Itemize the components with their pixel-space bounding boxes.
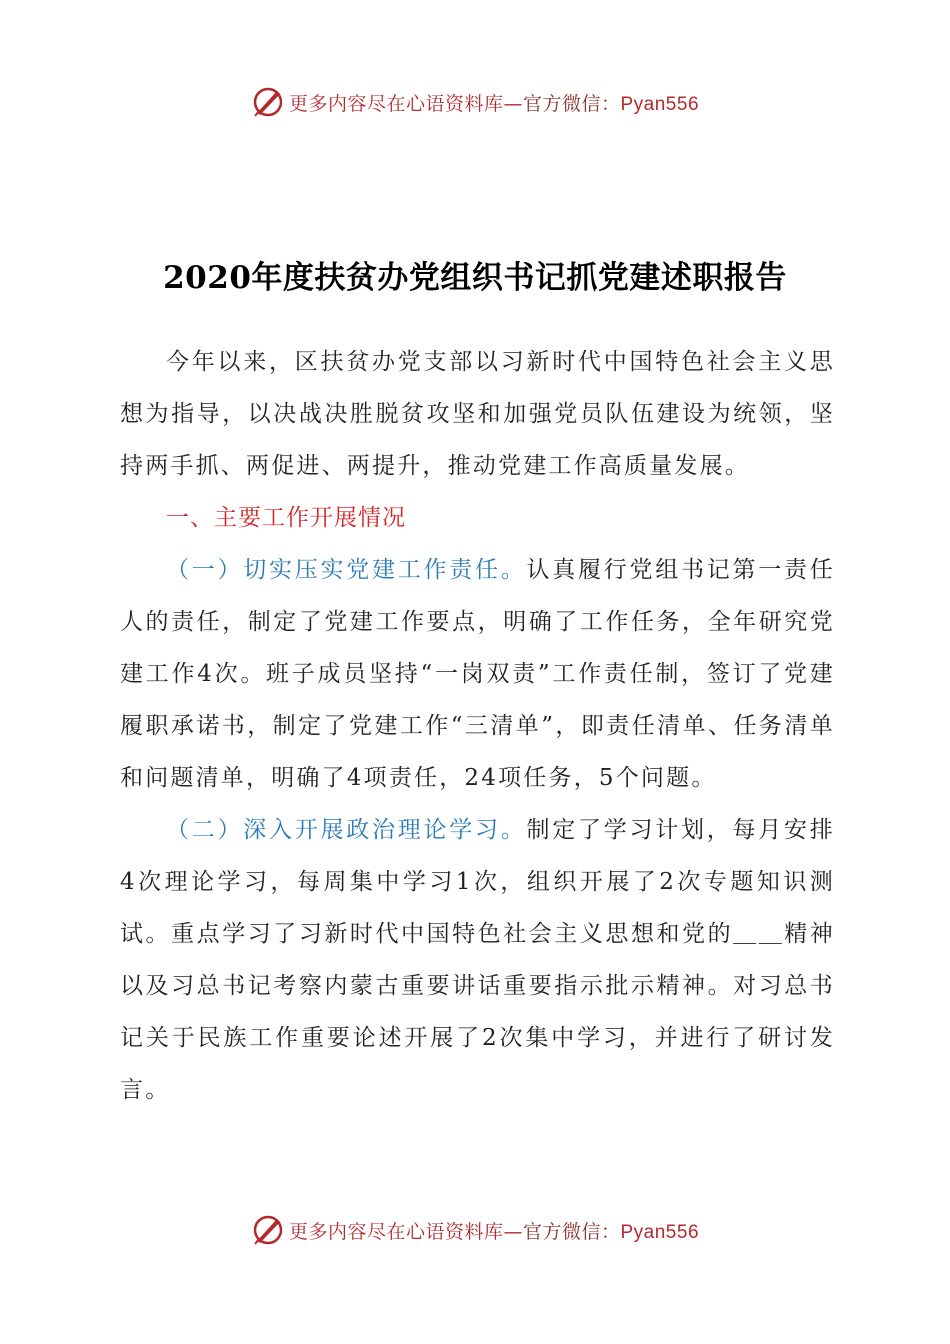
section-heading: 一、主要工作开展情况 [166, 505, 406, 531]
item-2-paragraph [120, 804, 835, 1116]
pen-logo-icon [251, 85, 285, 119]
item-1-heading: （一）切实压实党建工作责任。 [166, 557, 527, 583]
wechat-label: 官方微信： [522, 92, 621, 115]
header-banner [0, 82, 950, 122]
pen-logo-icon [251, 1213, 285, 1247]
wechat-id: Pyan556 [620, 1221, 700, 1243]
banner-separator: — [503, 1220, 523, 1243]
item-1-body: 认真履行党组书记第一责任人的责任，制定了党建工作要点，明确了工作任务，全年研究党建工作4次。班子成员坚持“一岗双责”工作责任制，签订了党建履职承诺书，制定了党建工作“三清单”，即责任清单、任务清单和问题清单，明确了4项责任，24项任务，5个问题。 [120, 557, 835, 791]
intro-paragraph: 今年以来，区扶贫办党支部以习新时代中国特色社会主义思想为指导，以决战决胜脱贫攻坚和加强党员队伍建设为统领，坚持两手抓、两促进、两提升，推动党建工作高质量发展。 [120, 349, 835, 479]
document-title: 2020年度扶贫办党组织书记抓党建述职报告 [163, 260, 787, 296]
item-2-heading: （二）深入开展政治理论学习。 [166, 817, 527, 843]
banner-text: 更多内容尽在心语资料库 [288, 1220, 504, 1243]
item-2-body: 制定了学习计划，每月安排4次理论学习，每周集中学习1次，组织开展了2次专题知识测试。重点学习了习新时代中国特色社会主义思想和党的＿＿精神以及习总书记考察内蒙古重要讲话重要指示批示精神。对习总书记关于民族工作重要论述开展了2次集中学习，并进行了研讨发言。 [120, 817, 835, 1103]
item-1-paragraph [120, 544, 835, 804]
banner-text: 更多内容尽在心语资料库 [288, 92, 504, 115]
wechat-id: Pyan556 [620, 93, 700, 115]
document-body [120, 336, 835, 1116]
wechat-label: 官方微信： [522, 1220, 621, 1243]
footer-banner [0, 1210, 950, 1250]
banner-separator: — [503, 92, 523, 115]
